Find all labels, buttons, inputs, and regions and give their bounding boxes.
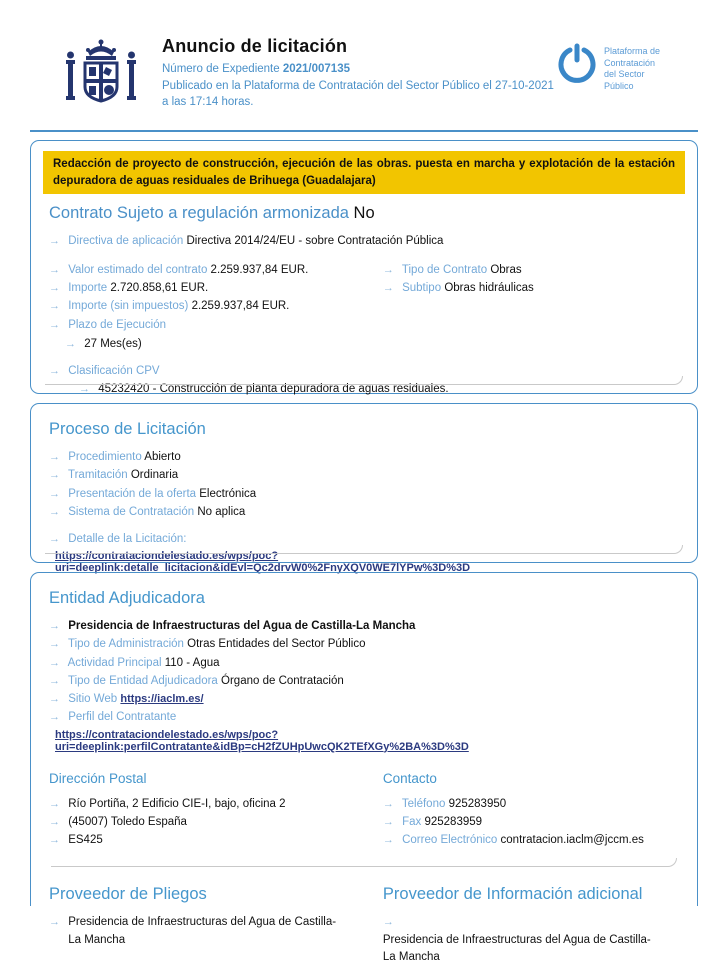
- arrow-icon: →: [49, 319, 60, 332]
- pcsp-logo: [557, 36, 668, 93]
- header-divider: [30, 130, 698, 132]
- presentacion-value: Electrónica: [199, 487, 257, 500]
- correo-row: [383, 832, 679, 849]
- valor-label: Valor estimado del contrato: [68, 263, 208, 276]
- telefono-row: [383, 796, 679, 813]
- correo-label: Correo Electrónico: [402, 834, 498, 846]
- arrow-icon: →: [382, 281, 394, 294]
- actividad-row: [49, 655, 679, 672]
- arrow-icon: →: [49, 834, 60, 846]
- fax-value: 925283959: [424, 815, 483, 828]
- arrow-icon: →: [382, 797, 394, 810]
- pcsp-logo-text: Plataforma de Contratación del Sector Público: [604, 46, 661, 92]
- expediente-number: 2021/007135: [282, 63, 350, 75]
- section-divider: [51, 858, 677, 867]
- sitio-web-label: Sitio Web: [68, 693, 118, 705]
- fax-row: [383, 814, 679, 831]
- plazo-row: [49, 317, 679, 334]
- subtipo-row: [383, 280, 679, 297]
- sistema-value: No aplica: [197, 505, 246, 518]
- section-divider: [45, 376, 683, 385]
- arrow-icon: →: [49, 451, 60, 463]
- proceso-heading: Proceso de Licitación: [49, 420, 206, 438]
- info-adicional-value: Presidencia de Infraestructuras del Agua de Castilla-La Mancha: [382, 933, 651, 963]
- section-contrato: [30, 140, 698, 394]
- page-title: Anuncio de licitación: [162, 36, 348, 56]
- arrow-icon: →: [49, 487, 60, 500]
- spain-coat-of-arms-logo: [58, 38, 144, 120]
- arrow-icon: →: [49, 235, 60, 248]
- tramitacion-value: Ordinaria: [130, 469, 179, 482]
- telefono-value: 925283950: [448, 797, 507, 810]
- direccion-line: [49, 814, 383, 831]
- presentacion-label: Presentación de la oferta: [68, 487, 197, 500]
- contrato-heading-label: Contrato Sujeto a regulación armonizada: [49, 204, 349, 223]
- direccion-line: [49, 796, 383, 813]
- direccion-street: Río Portiña, 2 Edificio CIE-I, bajo, oficina 2: [68, 797, 286, 810]
- published-line: Publicado en la Plataforma de Contratación del Sector Público el 27-10-2021 a las 17:14 horas.: [162, 79, 554, 109]
- tipo-entidad-label: Tipo de Entidad Adjudicadora: [68, 674, 218, 687]
- section-divider: [45, 545, 683, 554]
- arrow-icon: →: [49, 815, 60, 828]
- importe-sin-label: Importe (sin impuestos): [68, 300, 189, 313]
- perfil-contratante-link[interactable]: https://contrataciondelestado.es/wps/poc?uri=deeplink:perfilContratante&idBp=cH2fZUHpUwcQK2TEfXGy%2BA%3D%3D: [55, 728, 469, 753]
- tipo-admin-value: Otras Entidades del Sector Público: [187, 638, 366, 651]
- arrow-icon: →: [49, 693, 60, 705]
- page-header: [28, 36, 700, 120]
- detalle-licitacion-link[interactable]: https://contrataciondelestado.es/wps/poc?uri=deeplink:detalle_licitacion&idEvl=Qc2drvW0%2FnyXQV0WE7lYPw%3D%3D: [55, 550, 471, 575]
- correo-value: contratacion.iaclm@jccm.es: [500, 834, 644, 846]
- telefono-label: Teléfono: [401, 797, 446, 810]
- contacto-heading: Contacto: [382, 770, 437, 786]
- detalle-label: Detalle de la Licitación:: [68, 533, 187, 545]
- arrow-icon: →: [49, 505, 60, 518]
- pliegos-row: [49, 914, 383, 949]
- perfil-row: [49, 709, 679, 726]
- actividad-value: 110 - Agua: [164, 656, 220, 669]
- sistema-label: Sistema de Contratación: [68, 505, 195, 518]
- direccion-nuts: ES425: [68, 834, 103, 846]
- cpv-label: Clasificación CPV: [68, 364, 160, 377]
- subtipo-label: Subtipo: [402, 281, 442, 294]
- procedimiento-label: Procedimiento: [68, 451, 142, 463]
- cpv-value: 45232420 - Construcción de planta depuradora de aguas residuales.: [98, 383, 449, 396]
- pliegos-heading: Proveedor de Pliegos: [49, 885, 207, 904]
- fax-label: Fax: [402, 815, 422, 828]
- tipo-entidad-row: [49, 673, 679, 690]
- direccion-city: (45007) Toledo España: [68, 815, 187, 828]
- tramitacion-row: [49, 467, 679, 484]
- direccion-heading: Dirección Postal: [49, 770, 147, 786]
- object-title-banner: Redacción de proyecto de construcción, ejecución de las obras. puesta en marcha y explotación de la estación depuradora de aguas residuales de Brihuega (Guadalajara): [43, 151, 685, 194]
- arrow-icon: →: [49, 656, 60, 669]
- directiva-value: Directiva 2014/24/EU - sobre Contratación Pública: [186, 235, 444, 248]
- importe-sin-value: 2.259.937,84 EUR.: [191, 300, 290, 313]
- arrow-icon: →: [382, 263, 394, 276]
- pliegos-value: Presidencia de Infraestructuras del Agua de Castilla-La Mancha: [68, 916, 337, 946]
- valor-row: [49, 262, 383, 279]
- direccion-line: [49, 832, 383, 849]
- plazo-value-row: [65, 336, 679, 353]
- expediente-line: [162, 61, 557, 78]
- arrow-icon: →: [49, 364, 60, 377]
- arrow-icon: →: [49, 533, 60, 545]
- tramitacion-label: Tramitación: [68, 469, 128, 482]
- tipo-admin-row: [49, 636, 679, 653]
- tipo-entidad-value: Órgano de Contratación: [221, 674, 344, 687]
- subtipo-value: Obras hidráulicas: [444, 281, 534, 294]
- contrato-heading-value: No: [353, 204, 375, 223]
- perfil-label: Perfil del Contratante: [68, 711, 177, 724]
- arrow-icon: →: [49, 469, 60, 482]
- arrow-icon: →: [382, 815, 394, 828]
- plazo-value: 27 Mes(es): [84, 337, 142, 350]
- sitio-web-row: [49, 691, 679, 708]
- contrato-heading: [49, 204, 679, 223]
- entidad-nombre-row: [49, 618, 679, 635]
- valor-value: 2.259.937,84 EUR.: [210, 263, 309, 276]
- arrow-icon: →: [49, 797, 60, 810]
- directiva-row: [49, 233, 679, 250]
- tipo-contrato-label: Tipo de Contrato: [401, 263, 488, 276]
- directiva-label: Directiva de aplicación: [68, 235, 184, 248]
- info-adicional-heading: Proveedor de Información adicional: [382, 885, 643, 904]
- arrow-icon: →: [382, 916, 394, 929]
- procedimiento-value: Abierto: [144, 451, 181, 463]
- importe-value: 2.720.858,61 EUR.: [110, 281, 209, 294]
- importe-label: Importe: [68, 281, 108, 294]
- entidad-nombre: Presidencia de Infraestructuras del Agua de Castilla-La Mancha: [68, 620, 416, 632]
- arrow-icon: →: [79, 383, 90, 396]
- arrow-icon: →: [49, 674, 60, 687]
- importe-sin-row: [49, 298, 383, 315]
- procedimiento-row: [49, 449, 679, 466]
- arrow-icon: →: [382, 834, 394, 846]
- tipo-contrato-row: [383, 262, 679, 279]
- tipo-admin-label: Tipo de Administración: [68, 638, 184, 651]
- power-button-icon: [557, 44, 597, 84]
- arrow-icon: →: [49, 638, 60, 651]
- expediente-label: Número de Expediente: [162, 63, 280, 75]
- sistema-row: [49, 504, 679, 521]
- section-entidad: [30, 572, 698, 963]
- info-adicional-row: [383, 914, 679, 966]
- arrow-icon: →: [49, 916, 60, 929]
- arrow-icon: →: [49, 263, 60, 276]
- arrow-icon: →: [49, 620, 60, 632]
- plazo-label: Plazo de Ejecución: [68, 319, 167, 332]
- importe-row: [49, 280, 383, 297]
- presentacion-row: [49, 486, 679, 503]
- arrow-icon: →: [49, 281, 60, 294]
- entidad-heading: Entidad Adjudicadora: [49, 589, 205, 607]
- sitio-web-link[interactable]: https://iaclm.es/: [120, 693, 204, 705]
- tipo-contrato-value: Obras: [490, 263, 522, 276]
- arrow-icon: →: [49, 300, 60, 313]
- actividad-label: Actividad Principal: [67, 656, 162, 669]
- arrow-icon: →: [49, 711, 60, 724]
- section-proceso: [30, 403, 698, 575]
- arrow-icon: →: [65, 337, 76, 350]
